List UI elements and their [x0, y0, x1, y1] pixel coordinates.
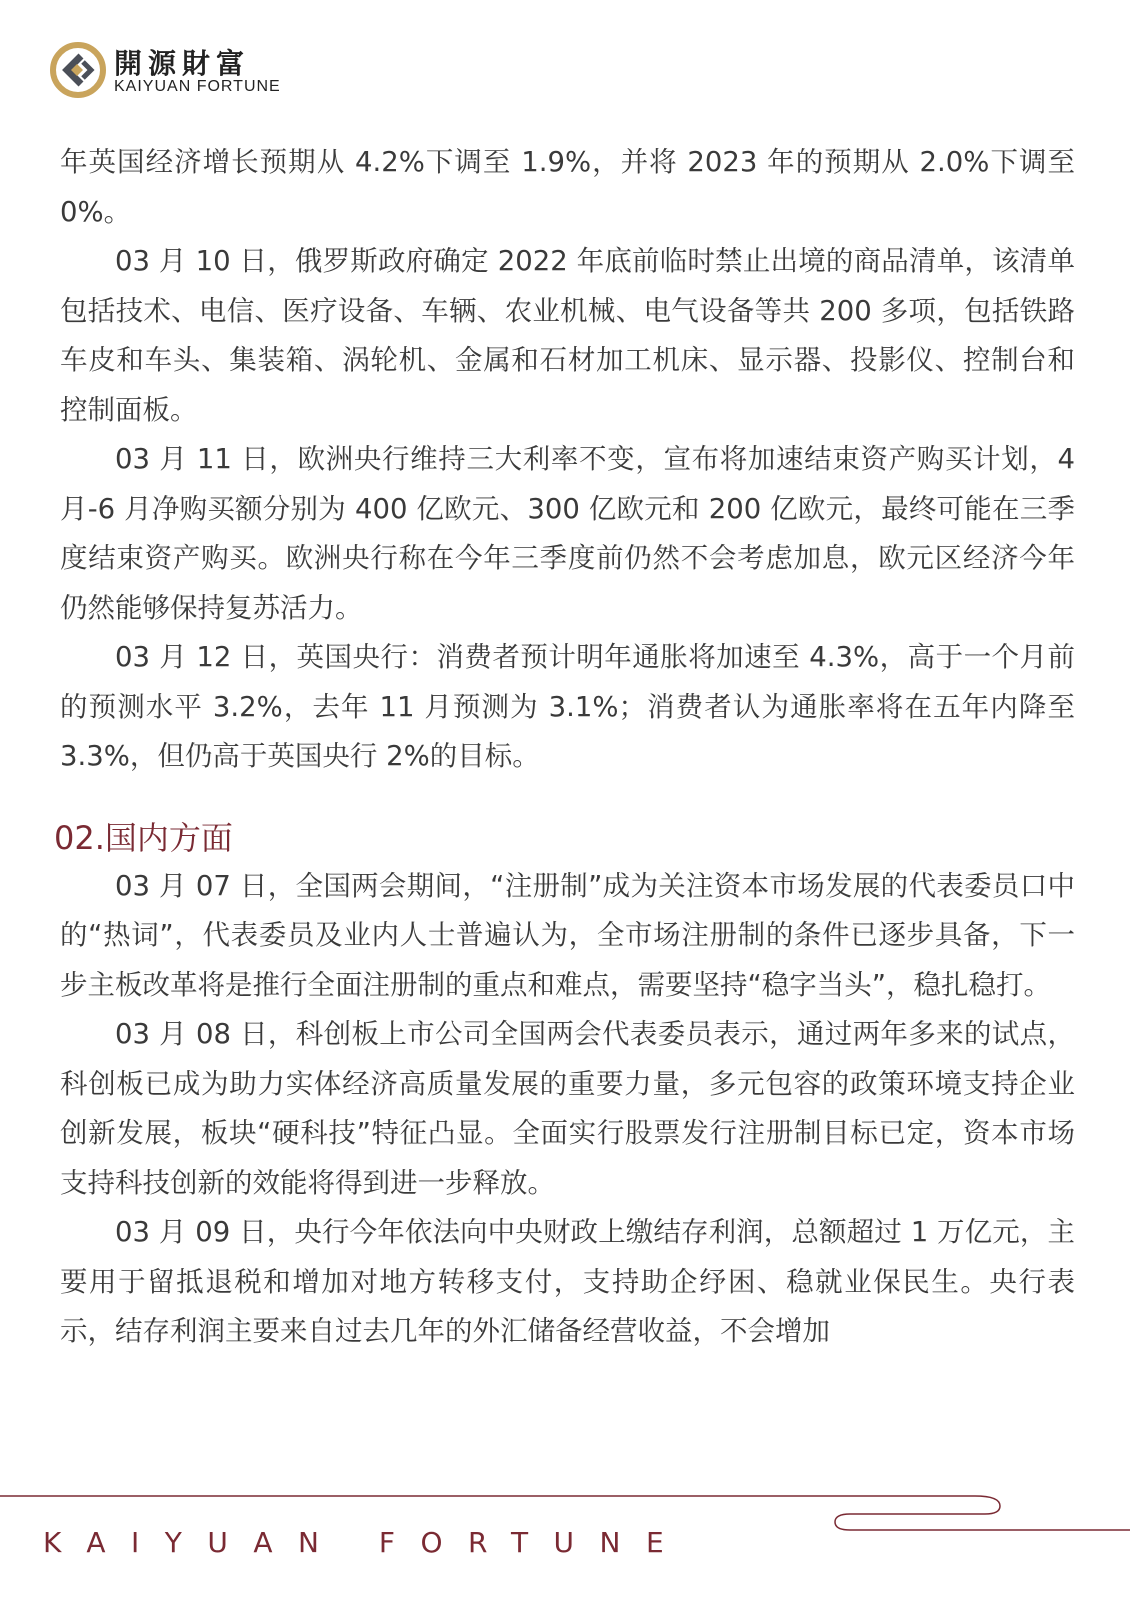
document-body [54, 138, 1075, 1357]
footer-brand-text: KAIYUAN FORTUNE [43, 1526, 690, 1559]
paragraph-star-market: 03 月 08 日，科创板上市公司全国两会代表委员表示，通过两年多来的试点，科创板已成为助力实体经济高质量发展的重要力量，多元包容的政策环境支持企业创新发展，板块“硬科技”特征凸显。全面实行股票发行注册制目标已定，资本市场支持科技创新的效能将得到进一步释放。 [60, 1018, 1075, 1199]
paragraph-boe-inflation: 03 月 12 日，英国央行：消费者预计明年通胀将加速至 4.3%，高于一个月前的预测水平 3.2%，去年 11 月预测为 3.1%；消费者认为通胀率将在五年内降至 3.3%，但仍高于英国央行 2%的目标。 [60, 641, 1075, 772]
paragraph-pboc-profit: 03 月 09 日，央行今年依法向中央财政上缴结存利润，总额超过 1 万亿元，主要用于留抵退税和增加对地方转移支付，支持助企纾困、稳就业保民生。央行表示，结存利润主要来自过去几年的外汇储备经营收益，不会增加 [60, 1216, 1075, 1347]
paragraph-russia-export-ban: 03 月 10 日，俄罗斯政府确定 2022 年底前临时禁止出境的商品清单，该清单包括技术、电信、医疗设备、车辆、农业机械、电气设备等共 200 多项，包括铁路车皮和车头、集装箱、涡轮机、金属和石材加工机床、显示器、投影仪、控制台和控制面板。 [60, 245, 1075, 426]
kaiyuan-logo-icon [50, 42, 106, 98]
logo-english-name: KAIYUAN FORTUNE [114, 78, 281, 95]
paragraph-continued: 年英国经济增长预期从 4.2%下调至 1.9%，并将 2023 年的预期从 2.0%下调至 0%。 [60, 146, 1075, 228]
section-heading-domestic: 02.国内方面 [54, 818, 233, 857]
paragraph-ecb-rates: 03 月 11 日，欧洲央行维持三大利率不变，宣布将加速结束资产购买计划，4 月-6 月净购买额分别为 400 亿欧元、300 亿欧元和 200 亿欧元，最终可能在三季度结束资产购买。欧洲央行称在今年三季度前仍然不会考虑加息，欧元区经济今年仍然能够保持复苏活力。 [60, 443, 1075, 624]
logo-chinese-name: 開源財富 [114, 47, 251, 80]
paragraph-registration-system: 03 月 07 日，全国两会期间，“注册制”成为关注资本市场发展的代表委员口中的“热词”，代表委员及业内人士普遍认为，全市场注册制的条件已逐步具备，下一步主板改革将是推行全面注册制的重点和难点，需要坚持“稳字当头”，稳扎稳打。 [60, 869, 1075, 1001]
logo [50, 42, 310, 102]
